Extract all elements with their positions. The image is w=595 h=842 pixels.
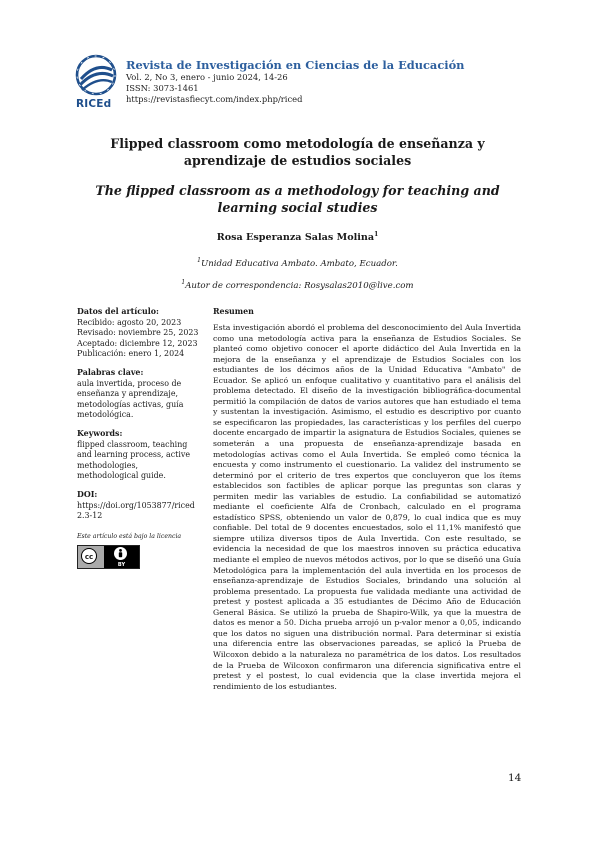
keywords-es-label: Palabras clave: (77, 367, 144, 377)
page-number: 14 (508, 772, 522, 784)
abstract-section (213, 307, 521, 692)
cc-by-badge[interactable] (77, 545, 140, 569)
riced-emblem-icon (72, 54, 120, 98)
journal-logo (72, 54, 120, 112)
keywords-es-section (77, 368, 199, 421)
keywords-en-label: Keywords: (77, 428, 123, 438)
journal-issn: ISSN: 3073-1461 (126, 83, 199, 93)
author-superscript: 1 (374, 230, 379, 238)
article-dates (77, 307, 199, 360)
author-name: Rosa Esperanza Salas Molina (216, 232, 375, 243)
affiliation: Unidad Educativa Ambato. Ambato, Ecuador. (200, 259, 398, 269)
keywords-en-section (77, 429, 199, 482)
article-sidebar (77, 307, 199, 569)
article-title-es: Flipped classroom como metodología de enseñanza y aprendizaje de estudios sociales (110, 136, 485, 168)
abstract-text: Esta investigación abordó el problema del desconocimiento del Aula Invertida como una metodología activa para la enseñanza de Estudios Sociales. Se planteó como objetivo conocer el aporte didáctico del Aula Invertida en la mejora de la enseñanza y el aprendizaje de Estudios Sociales con los estudiantes de los décimos años de la Unidad Educativa "Ambato" de Ecuador. Se aplicó un enfoque cualitativo y cuantitativo para el análisis del problema detectado. El diseño de la investigación bibliográfica-documental permitió la compilación de datos de varios autores que han estudiado el tema y sustentan la investigación. Asimismo, el estudio es descriptivo por cuanto se especificaron las propiedades, las características y los perfiles del cuerpo docente encargado de impartir la asignatura de Estudios Sociales, quienes se someterán a una propuesta de enseñanza-aprendizaje basada en metodologías activas como el Aula Invertida. Se empleó como técnica la encuesta y como instrumento el cuestionario. La validez del instrumento se determinó por el criterio de tres expertos que concluyeron que los ítems establecidos son factibles de aplicar porque las preguntas son claras y permiten medir las variables de estudio. La confiabilidad se automatizó mediante el coeficiente Alfa de Cronbach, calculado en el programa estadístico SPSS, obteniendo un valor de 0,879, lo cual indica que es muy confiable. Del total de 9 docentes encuestados, solo el 11,1% manifestó que siempre utiliza diversos tipos de Aula Invertida. Con este resultado, se evidencia la necesidad de que los maestros innoven su práctica educativa mediante el empleo de nuevos métodos activos, por lo que se diseñó una Guía Metodológica para la implementación del aula invertida en los procesos de enseñanza-aprendizaje de Estudios Sociales, brindando una solución al problema presentado. La propuesta fue validada mediante una actividad de pretest y postest aplicada a 35 estudiantes de Décimo Año de Educación General Básica. Se utilizó la prueba de Shapiro-Wilk, ya que la muestra de datos es menor a 50. Dicha prueba arrojó un p-valor menor a 0,05, indicando que los datos no siguen una distribución normal. Para determinar si existía una diferencia entre las observaciones pareadas, se aplicó la Prueba de Wilcoxon debido a la naturaleza no paramétrica de los datos. Los resultados de la Prueba de Wilcoxon confirmaron una diferencia significativa entre el pretest y el postest, lo cual evidencia que la clase invertida mejora el rendimiento de los estudiantes. (213, 323, 521, 691)
keywords-en: flipped classroom, teaching and learning process, active methodologies, methodological guide. (77, 439, 190, 481)
date-accepted: Aceptado: diciembre 12, 2023 (77, 338, 198, 348)
date-received: Recibido: agosto 20, 2023 (77, 317, 182, 327)
abstract-title: Resumen (213, 307, 254, 316)
affiliation-line (0, 259, 595, 269)
journal-url[interactable]: https://revistasfiecyt.com/index.php/riced (126, 94, 303, 104)
journal-header (72, 52, 532, 112)
affiliation-superscript: 1 (197, 257, 201, 265)
journal-volume: Vol. 2, No 3, enero - junio 2024, 14-26 (126, 72, 288, 82)
by-label: BY (117, 562, 126, 569)
dates-label: Datos del artículo: (77, 307, 159, 316)
doi-section (77, 490, 199, 522)
correspondence-superscript: 1 (181, 279, 186, 287)
keywords-es: aula invertida, proceso de enseñanza y aprendizaje, metodologías activas, guía metodológica. (77, 378, 184, 420)
cc-icon: cc (81, 548, 97, 564)
journal-title: Revista de Investigación en Ciencias de la Educación (126, 58, 465, 72)
cc-badge-right (104, 546, 139, 568)
doi-label: DOI: (77, 489, 98, 499)
journal-info (126, 58, 464, 105)
logo-text: RICEd (76, 98, 112, 110)
article-title-en: The flipped classroom as a methodology for teaching and learning social studies (95, 183, 500, 215)
date-revised: Revisado: noviembre 25, 2023 (77, 328, 199, 338)
correspondence-line (0, 281, 595, 291)
date-published: Publicación: enero 1, 2024 (77, 349, 185, 359)
correspondence[interactable]: Autor de correspondencia: Rosysalas2010@live.com (185, 281, 414, 291)
license-note: Este artículo está bajo la licencia (77, 532, 182, 540)
cc-badge-left (78, 546, 104, 568)
author-line (0, 232, 595, 243)
person-icon (114, 547, 127, 560)
doi-link[interactable]: https://doi.org/1053877/riced 2.3-12 (77, 500, 195, 521)
